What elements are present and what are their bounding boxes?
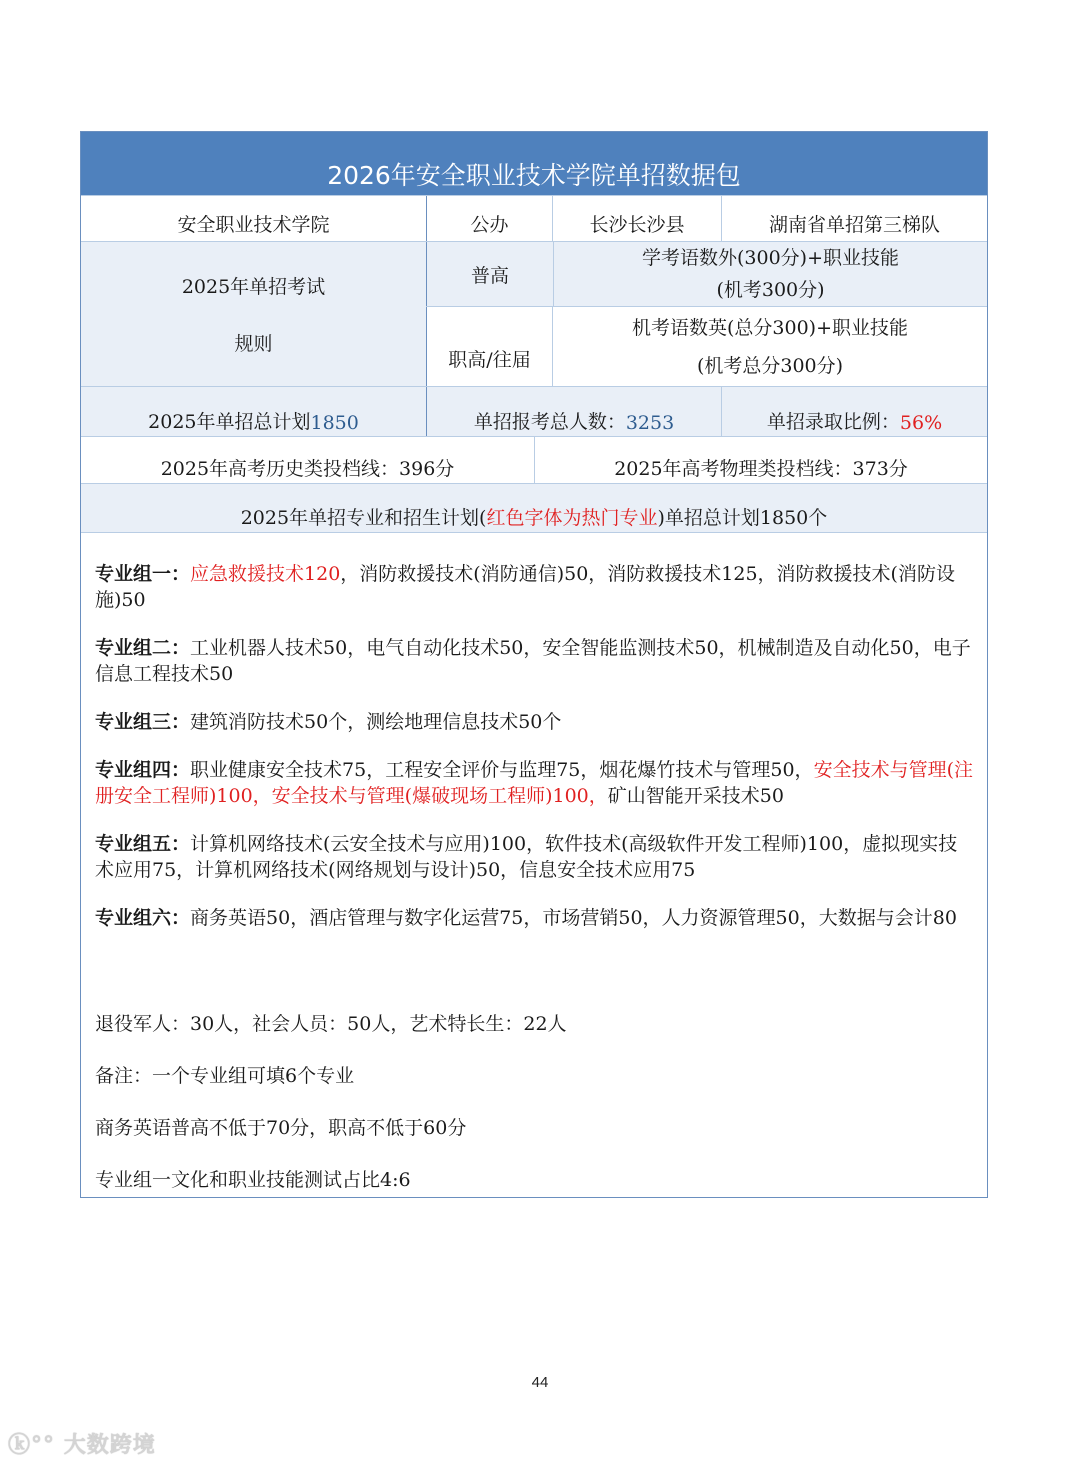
total-applicants-value: 3253 [625, 412, 675, 434]
note-special-quota: 退役军人：30人，社会人员：50人，艺术特长生：22人 [95, 1013, 567, 1035]
major-group-label: 专业组四： [95, 759, 191, 781]
school-tier: 湖南省单招第三梯队 [721, 196, 987, 241]
rule-general-desc-line1: 学考语数外(300分)+职业技能 [641, 247, 899, 269]
exam-rules-label-line2: 规则 [234, 333, 273, 355]
rule-general-name: 普高 [426, 242, 553, 306]
major-group-1 [95, 561, 975, 613]
watermark-logo [8, 1428, 156, 1459]
exam-rules-row [81, 241, 987, 386]
rule-vocational-desc [552, 307, 987, 386]
major-list: 计算机网络技术(云安全技术与应用)100，软件技术(高级软件开发工程师)100，虚拟现实技术应用75，计算机网络技术(网络规划与设计)50，信息安全技术应用75 [95, 833, 958, 881]
major-list: 工业机器人技术50，电气自动化技术50，安全智能监测技术50，机械制造及自动化50，电子信息工程技术50 [95, 637, 971, 685]
note-test-ratio: 专业组一文化和职业技能测试占比4:6 [95, 1169, 411, 1191]
admission-ratio [721, 387, 987, 436]
major-list: 矿山智能开采技术50 [607, 785, 784, 807]
hot-major: 应急救援技术120 [190, 563, 341, 585]
rule-vocational-desc-line1: 机考语数英(总分300)+职业技能 [631, 316, 908, 339]
rule-general-desc [553, 242, 987, 306]
plan-header-prefix: 2025年单招专业和招生计划( [240, 507, 487, 529]
major-group-label: 专业组三： [95, 711, 191, 733]
major-group-4 [95, 757, 975, 809]
watermark-logo-icon: ⓚ°° [8, 1433, 56, 1458]
rule-general [426, 242, 987, 306]
cutoff-row [81, 436, 987, 483]
rule-vocational [426, 306, 987, 386]
plan-header-hot-note: 红色字体为热门专业 [486, 507, 658, 529]
total-plan [81, 387, 426, 436]
major-group-6 [95, 905, 975, 931]
info-row [81, 195, 987, 241]
major-list: 建筑消防技术50个，测绘地理信息技术50个 [190, 711, 562, 733]
major-group-label: 专业组一： [95, 563, 191, 585]
total-plan-label: 2025年单招总计划 [148, 411, 311, 433]
hot-major: 安全技术与管理(注册安全工程师)100，安全技术与管理(爆破现场工程师)100， [95, 759, 973, 807]
major-groups [81, 532, 987, 1197]
page-number: 44 [531, 1374, 549, 1391]
stats-row [81, 386, 987, 436]
school-type: 公办 [426, 196, 552, 241]
exam-rules-label-line1: 2025年单招考试 [181, 276, 326, 298]
major-group-5 [95, 831, 975, 883]
major-list: ，消防救援技术(消防通信)50，消防救援技术125，消防救援技术(消防设施)50 [95, 563, 955, 611]
major-list: 职业健康安全技术75，工程安全评价与监理75，烟花爆竹技术与管理50， [190, 759, 814, 781]
note-english-requirement: 商务英语普高不低于70分，职高不低于60分 [95, 1117, 467, 1139]
total-applicants-label: 单招报考总人数： [473, 411, 626, 433]
sheet-title: 2026年安全职业技术学院单招数据包 [81, 132, 987, 195]
major-group-3 [95, 709, 975, 735]
plan-header-suffix: )单招总计划1850个 [657, 507, 828, 529]
major-group-label: 专业组六： [95, 907, 191, 929]
total-plan-value: 1850 [310, 412, 359, 434]
major-group-2 [95, 635, 975, 687]
rule-vocational-name: 职高/往届 [426, 307, 552, 386]
plan-header [81, 484, 987, 532]
exam-rules-label [81, 242, 426, 386]
school-name: 安全职业技术学院 [177, 214, 330, 236]
data-sheet [80, 131, 988, 1198]
rule-general-desc-line2: (机考300分) [716, 279, 825, 301]
physics-cutoff: 2025年高考物理类投档线：373分 [534, 437, 987, 483]
major-list: 商务英语50，酒店管理与数字化运营75，市场营销50，人力资源管理50，大数据与会计80 [190, 907, 957, 929]
note-group-limit: 备注：一个专业组可填6个专业 [95, 1065, 355, 1087]
plan-header-row [81, 483, 987, 532]
admission-ratio-label: 单招录取比例： [766, 411, 900, 433]
major-group-label: 专业组五： [95, 833, 191, 855]
major-group-label: 专业组二： [95, 637, 191, 659]
watermark-text: 大数跨境 [63, 1433, 156, 1458]
history-cutoff: 2025年高考历史类投档线：396分 [160, 458, 455, 480]
total-applicants [426, 387, 721, 436]
school-city: 长沙长沙县 [552, 196, 721, 241]
exam-rules-detail [426, 242, 987, 386]
admission-ratio-value: 56% [899, 412, 943, 434]
rule-vocational-desc-line2: (机考总分300分) [696, 354, 844, 377]
